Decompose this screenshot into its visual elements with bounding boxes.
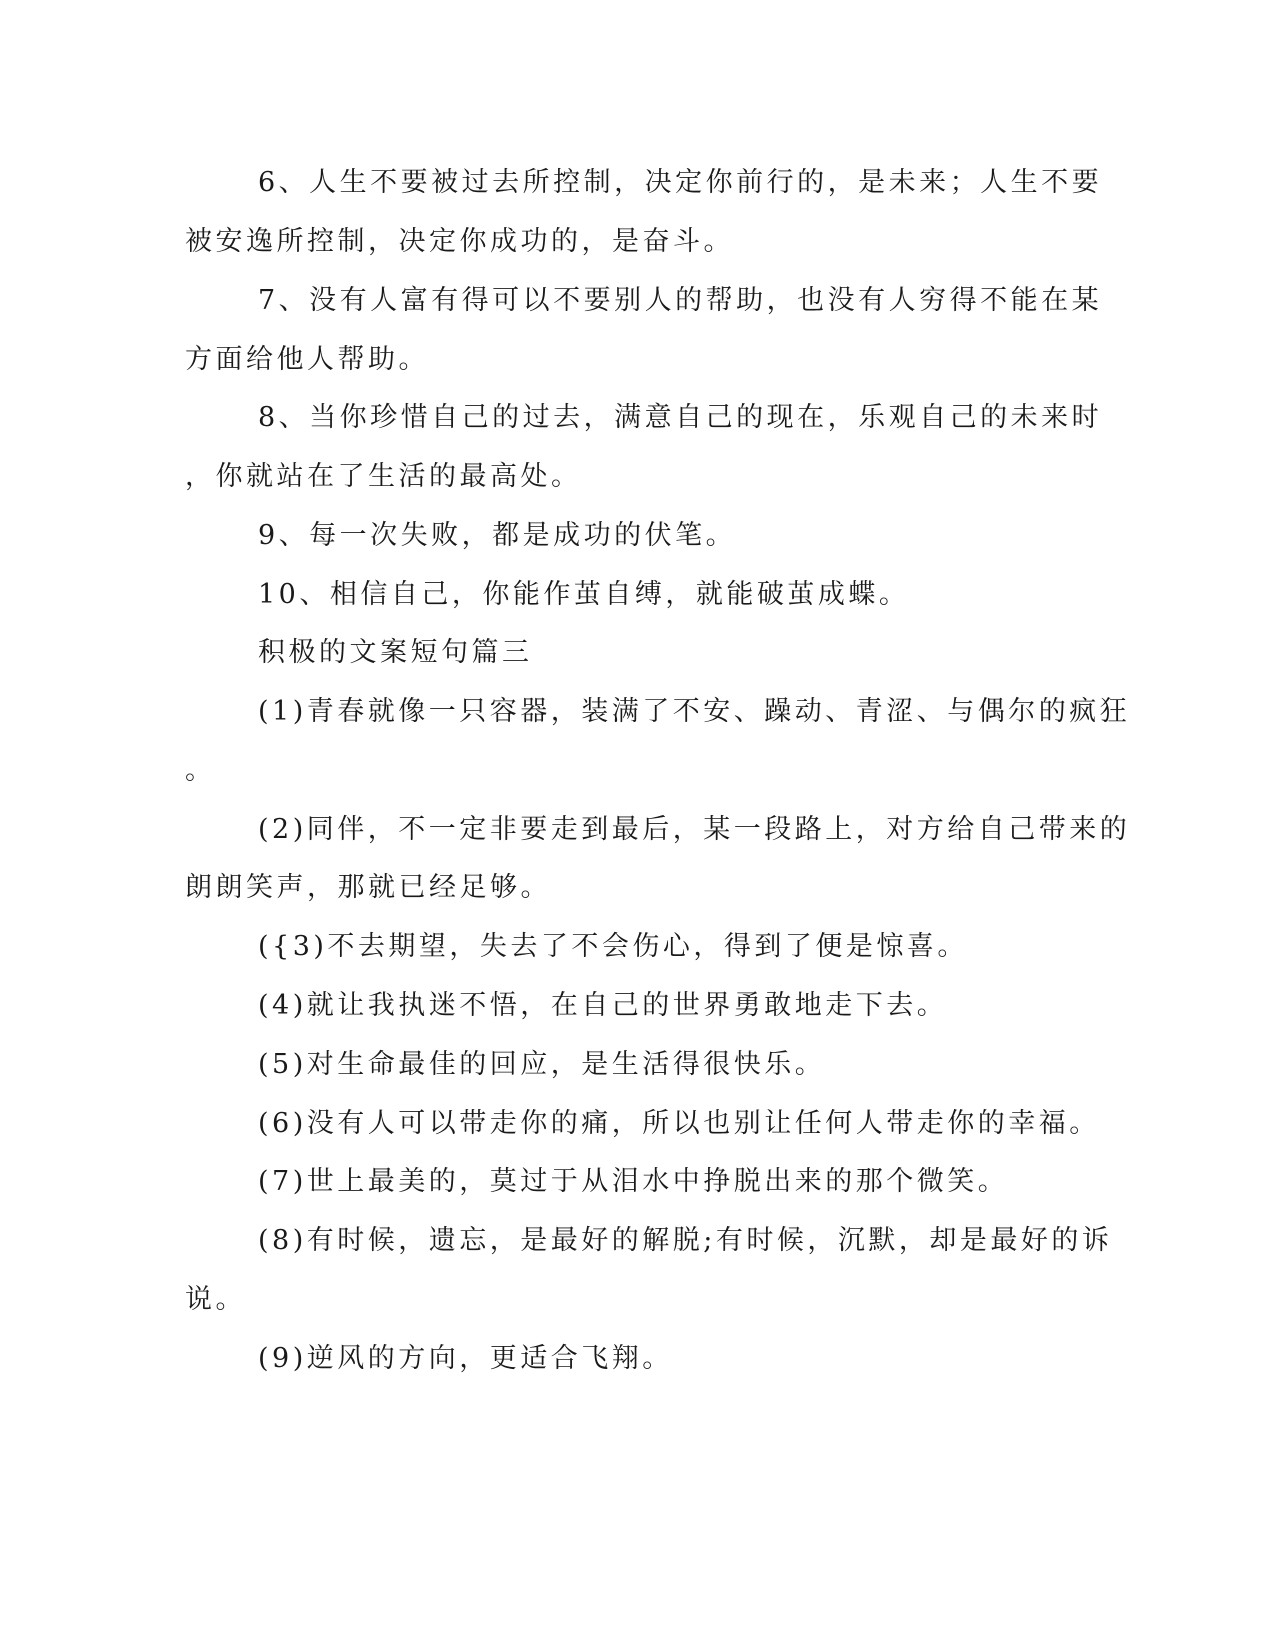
text-line: 9、每一次失败，都是成功的伏笔。	[258, 520, 737, 551]
text-line: 6、人生不要被过去所控制，决定你前行的，是未来；人生不要	[258, 167, 1103, 198]
text-line: (8)有时候，遗忘，是最好的解脱;有时候，沉默，却是最好的诉	[258, 1225, 1113, 1256]
text-line: 。	[185, 755, 216, 786]
text-line: (6)没有人可以带走你的痛，所以也别让任何人带走你的幸福。	[258, 1108, 1100, 1139]
text-line: (2)同伴，不一定非要走到最后，某一段路上，对方给自己带来的	[258, 814, 1131, 845]
text-line: ，你就站在了生活的最高处。	[185, 461, 582, 492]
text-line: (4)就让我执迷不悟，在自己的世界勇敢地走下去。	[258, 990, 948, 1021]
text-line: 10、相信自己，你能作茧自缚，就能破茧成蝶。	[258, 579, 910, 610]
text-line: (7)世上最美的，莫过于从泪水中挣脱出来的那个微笑。	[258, 1166, 1009, 1197]
text-line: 被安逸所控制，决定你成功的，是奋斗。	[185, 226, 734, 257]
text-line: 8、当你珍惜自己的过去，满意自己的现在，乐观自己的未来时	[258, 402, 1103, 433]
text-line: (5)对生命最佳的回应，是生活得很快乐。	[258, 1049, 826, 1080]
text-line: (1)青春就像一只容器，装满了不安、躁动、青涩、与偶尔的疯狂	[258, 696, 1131, 727]
text-line: ({3)不去期望，失去了不会伤心，得到了便是惊喜。	[258, 931, 968, 962]
text-line: (9)逆风的方向，更适合飞翔。	[258, 1343, 673, 1374]
section-heading: 积极的文案短句篇三	[258, 637, 533, 668]
text-line: 朗朗笑声，那就已经足够。	[185, 872, 551, 903]
text-line: 7、没有人富有得可以不要别人的帮助，也没有人穷得不能在某	[258, 285, 1103, 316]
text-line: 说。	[185, 1284, 246, 1315]
text-line: 方面给他人帮助。	[185, 344, 429, 375]
